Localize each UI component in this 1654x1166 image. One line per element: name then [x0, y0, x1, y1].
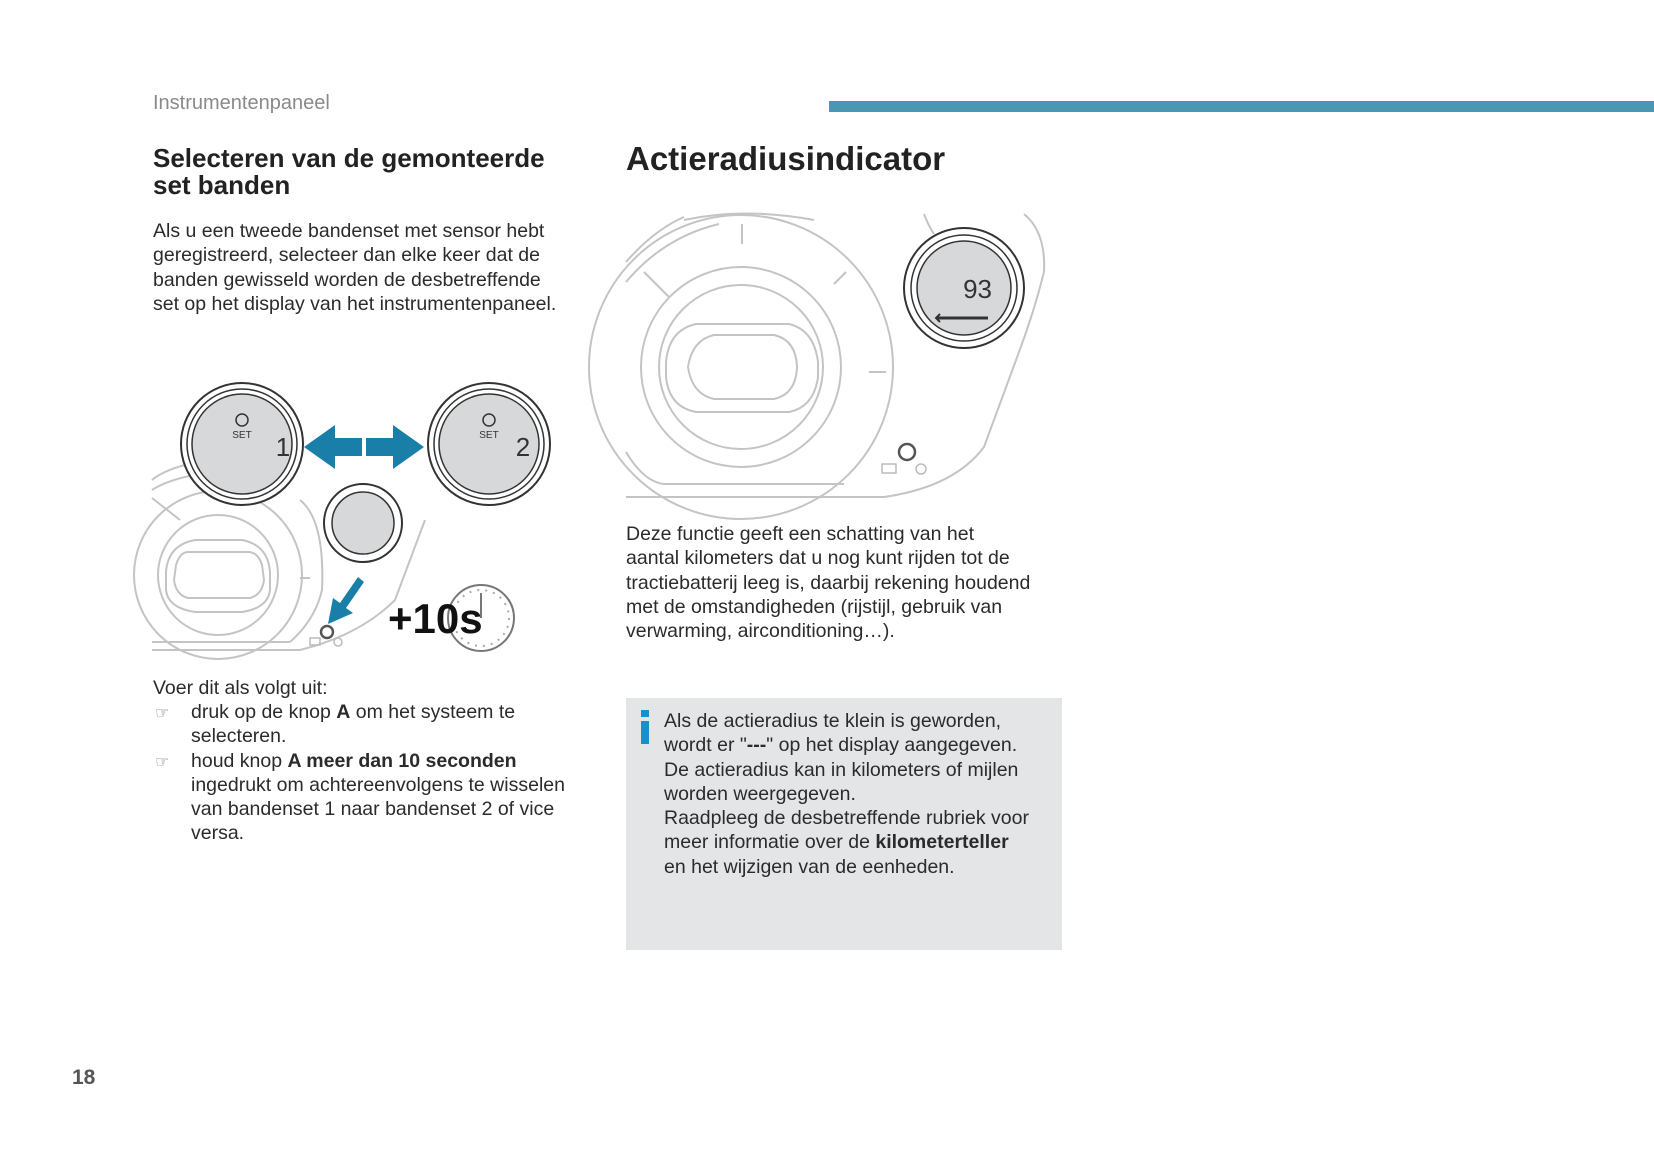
text-run: versa.	[191, 822, 245, 845]
set-number: 2	[515, 432, 531, 462]
step-text	[191, 749, 593, 846]
dial-set-1	[181, 383, 303, 505]
text-line	[664, 709, 1029, 733]
section-heading-tire-set	[153, 145, 545, 199]
text-line	[664, 758, 1029, 782]
range-value: 93	[963, 274, 992, 304]
text-line: tractiebatterij leeg is, daarbij rekening houdend	[626, 571, 1031, 594]
range-indicator-illustration	[624, 212, 1064, 507]
section-heading-range: Actieradiusindicator	[626, 140, 946, 177]
text-run: worden weergegeven.	[664, 782, 856, 805]
text-line	[664, 830, 1029, 854]
bold-run: ---	[746, 734, 767, 757]
press-arrow-icon	[328, 577, 364, 624]
text-line: banden gewisseld worden de desbetreffende	[153, 268, 541, 291]
header-accent-bar	[829, 101, 1654, 112]
range-display-dial	[904, 228, 1024, 348]
set-number: 1	[275, 432, 291, 462]
text-line: geregistreerd, selecteer dan elke keer dat de	[153, 244, 540, 267]
text-run: druk op de knop	[191, 701, 337, 723]
text-run: meer informatie over de	[664, 831, 876, 854]
text-line	[664, 782, 1029, 806]
text-line	[664, 855, 1029, 879]
text-line	[191, 773, 593, 797]
swap-arrows-icon	[304, 425, 424, 469]
text-line: Als u een tweede bandenset met sensor hebt	[153, 220, 545, 242]
pointing-hand-icon: ☞	[155, 705, 170, 722]
intro-paragraph	[153, 219, 556, 316]
step-item	[153, 749, 593, 846]
info-icon	[638, 710, 652, 744]
text-run: Als de actieradius te klein is geworden,	[664, 710, 1002, 732]
text-line	[191, 700, 593, 724]
bold-run: A	[336, 701, 351, 723]
text-run: wordt er "	[664, 734, 747, 757]
text-line	[191, 749, 593, 773]
info-text	[664, 709, 1029, 879]
text-line: aantal kilometers dat u nog kunt rijden tot de	[626, 547, 1010, 570]
page-number: 18	[72, 1066, 96, 1089]
heading-line: set banden	[153, 170, 291, 200]
text-run: om het systeem te	[350, 701, 516, 723]
text-line: set op het display van het instrumentenpaneel.	[153, 292, 557, 315]
steps-list	[153, 700, 593, 846]
step-text	[191, 700, 593, 749]
text-line	[664, 733, 1029, 757]
set-label: SET	[479, 430, 499, 441]
text-line	[191, 724, 593, 748]
pointing-hand-icon: ☞	[155, 753, 170, 771]
text-line	[191, 821, 593, 845]
range-description	[626, 522, 1030, 643]
button-a	[324, 484, 402, 562]
text-run: houd knop	[191, 749, 288, 772]
text-run: selecteren.	[191, 725, 287, 748]
tire-set-selection-illustration	[150, 380, 531, 665]
steps-intro: Voer dit als volgt uit:	[153, 677, 328, 699]
text-line: met de omstandigheden (rijstijl, gebruik van	[626, 595, 1003, 618]
text-line: verwarming, airconditioning…).	[626, 620, 895, 643]
text-run: De actieradius kan in kilometers of mijlen	[664, 758, 1019, 781]
text-run: " op het display aangegeven.	[766, 734, 1018, 757]
bold-run: A meer dan 10 seconden	[287, 749, 517, 772]
text-line: Deze functie geeft een schatting van het	[626, 523, 974, 545]
text-line	[664, 806, 1029, 830]
dial-set-2	[428, 383, 550, 505]
heading-line: Selecteren van de gemonteerde	[153, 143, 545, 173]
text-run: en het wijzigen van de eenheden.	[664, 855, 955, 878]
running-header: Instrumentenpaneel	[153, 92, 330, 114]
bold-run: kilometerteller	[875, 831, 1009, 854]
text-line	[191, 797, 593, 821]
text-run: Raadpleeg de desbetreffende rubriek voor	[664, 807, 1029, 830]
text-run: ingedrukt om achtereenvolgens te wisselen	[191, 773, 565, 796]
set-label: SET	[232, 430, 252, 441]
text-run: van bandenset 1 naar bandenset 2 of vice	[191, 798, 555, 821]
step-item	[153, 700, 593, 749]
timer-label: +10s	[388, 595, 483, 642]
